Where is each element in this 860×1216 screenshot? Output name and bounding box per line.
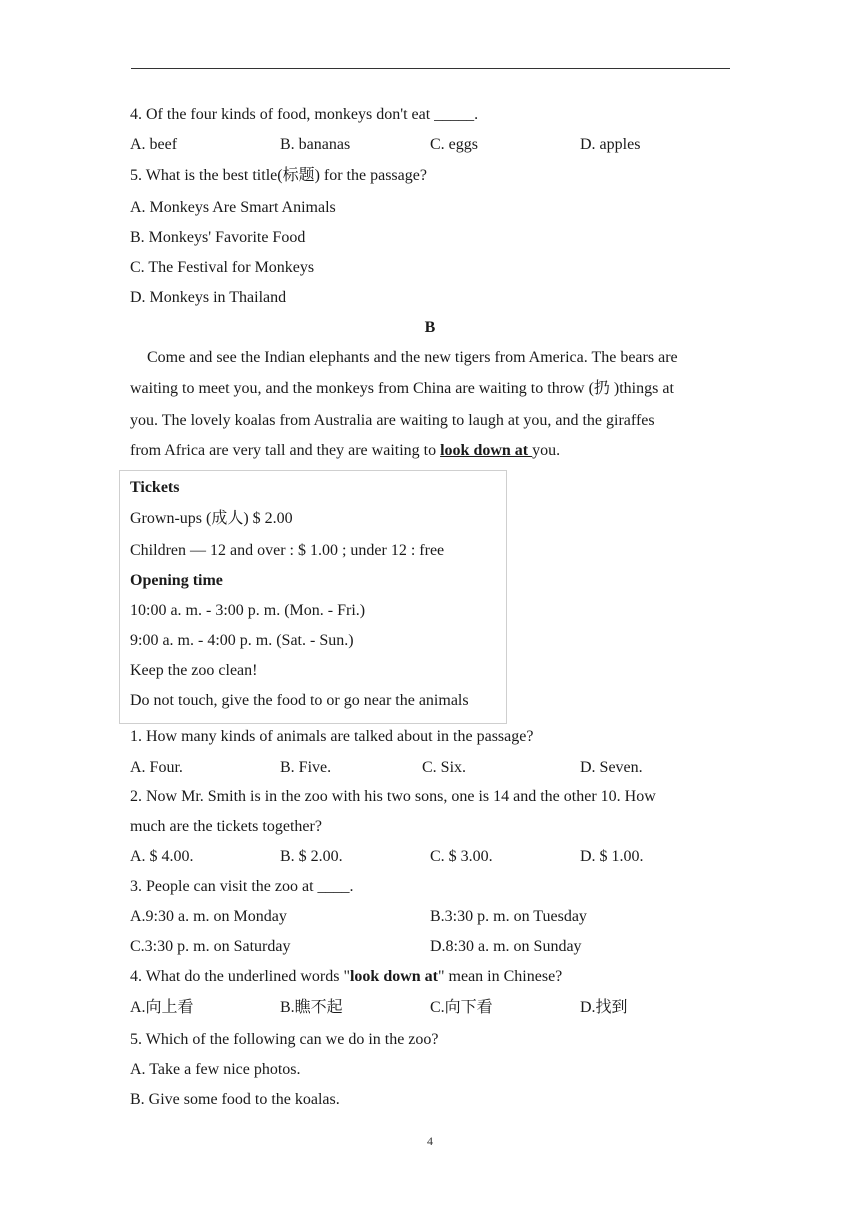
question-b4-post: " mean in Chinese? bbox=[438, 968, 563, 985]
zoo-rule-2: Do not touch, give the food to or go near the animals bbox=[130, 692, 469, 709]
question-b4 bbox=[130, 967, 562, 987]
tickets-heading: Tickets bbox=[130, 479, 180, 496]
children-price: Children — 12 and over : $ 1.00 ; under 12 : free bbox=[130, 542, 445, 559]
passage-line-2: waiting to meet you, and the monkeys from China are waiting to throw (扔 )things at bbox=[130, 380, 674, 397]
option-b2-b: B. $ 2.00. bbox=[280, 848, 343, 865]
option-b3-b: B.3:30 p. m. on Tuesday bbox=[430, 908, 587, 925]
option-a5-b: B. Monkeys' Favorite Food bbox=[130, 229, 306, 246]
question-a4: 4. Of the four kinds of food, monkeys don't eat _____. bbox=[130, 106, 479, 123]
question-a5: 5. What is the best title(标题) for the passage? bbox=[130, 167, 427, 184]
option-b1-d: D. Seven. bbox=[580, 759, 643, 776]
underlined-phrase: look down at bbox=[440, 442, 533, 459]
option-b1-a: A. Four. bbox=[130, 759, 183, 776]
question-b5: 5. Which of the following can we do in the zoo? bbox=[130, 1031, 439, 1048]
question-b1: 1. How many kinds of animals are talked about in the passage? bbox=[130, 728, 534, 745]
option-a4-a: A. beef bbox=[130, 136, 178, 153]
option-b2-a: A. $ 4.00. bbox=[130, 848, 194, 865]
option-b3-c: C.3:30 p. m. on Saturday bbox=[130, 938, 291, 955]
option-b2-d: D. $ 1.00. bbox=[580, 848, 644, 865]
option-b4-b: B.瞧不起 bbox=[280, 999, 343, 1016]
opening-time-heading: Opening time bbox=[130, 572, 223, 589]
passage-line-4 bbox=[130, 441, 560, 461]
option-b2-c: C. $ 3.00. bbox=[430, 848, 493, 865]
option-a5-c: C. The Festival for Monkeys bbox=[130, 259, 315, 276]
header-rule bbox=[131, 68, 730, 69]
section-b-heading: B bbox=[424, 319, 436, 336]
weekend-hours: 9:00 a. m. - 4:00 p. m. (Sat. - Sun.) bbox=[130, 632, 354, 649]
page-number: 4 bbox=[427, 1134, 433, 1148]
option-a4-c: C. eggs bbox=[430, 136, 478, 153]
option-b3-d: D.8:30 a. m. on Sunday bbox=[430, 938, 582, 955]
option-a5-d: D. Monkeys in Thailand bbox=[130, 289, 287, 306]
question-b2-line-1: 2. Now Mr. Smith is in the zoo with his two sons, one is 14 and the other 10. How bbox=[130, 788, 656, 805]
option-b1-c: C. Six. bbox=[422, 759, 467, 776]
question-b2-line-2: much are the tickets together? bbox=[130, 818, 322, 835]
option-b5-a: A. Take a few nice photos. bbox=[130, 1061, 301, 1078]
option-b4-d: D.找到 bbox=[580, 999, 628, 1016]
question-b4-phrase: look down at bbox=[349, 968, 438, 985]
passage-text: from Africa are very tall and they are waiting to bbox=[130, 442, 441, 459]
option-b4-a: A.向上看 bbox=[130, 999, 194, 1016]
option-b3-a: A.9:30 a. m. on Monday bbox=[130, 908, 287, 925]
grownups-price: Grown-ups (成人) $ 2.00 bbox=[130, 510, 293, 527]
option-b5-b: B. Give some food to the koalas. bbox=[130, 1091, 340, 1108]
option-b1-b: B. Five. bbox=[280, 759, 332, 776]
question-b3: 3. People can visit the zoo at ____. bbox=[130, 878, 354, 895]
weekday-hours: 10:00 a. m. - 3:00 p. m. (Mon. - Fri.) bbox=[130, 602, 366, 619]
option-a4-b: B. bananas bbox=[280, 136, 351, 153]
option-a5-a: A. Monkeys Are Smart Animals bbox=[130, 199, 336, 216]
passage-line-1: Come and see the Indian elephants and the new tigers from America. The bears are bbox=[147, 349, 678, 366]
passage-end: you. bbox=[532, 442, 561, 459]
option-a4-d: D. apples bbox=[580, 136, 641, 153]
zoo-rule-1: Keep the zoo clean! bbox=[130, 662, 258, 679]
question-b4-pre: 4. What do the underlined words " bbox=[130, 968, 350, 985]
option-b4-c: C.向下看 bbox=[430, 999, 493, 1016]
passage-line-3: you. The lovely koalas from Australia are waiting to laugh at you, and the giraffes bbox=[130, 412, 655, 429]
